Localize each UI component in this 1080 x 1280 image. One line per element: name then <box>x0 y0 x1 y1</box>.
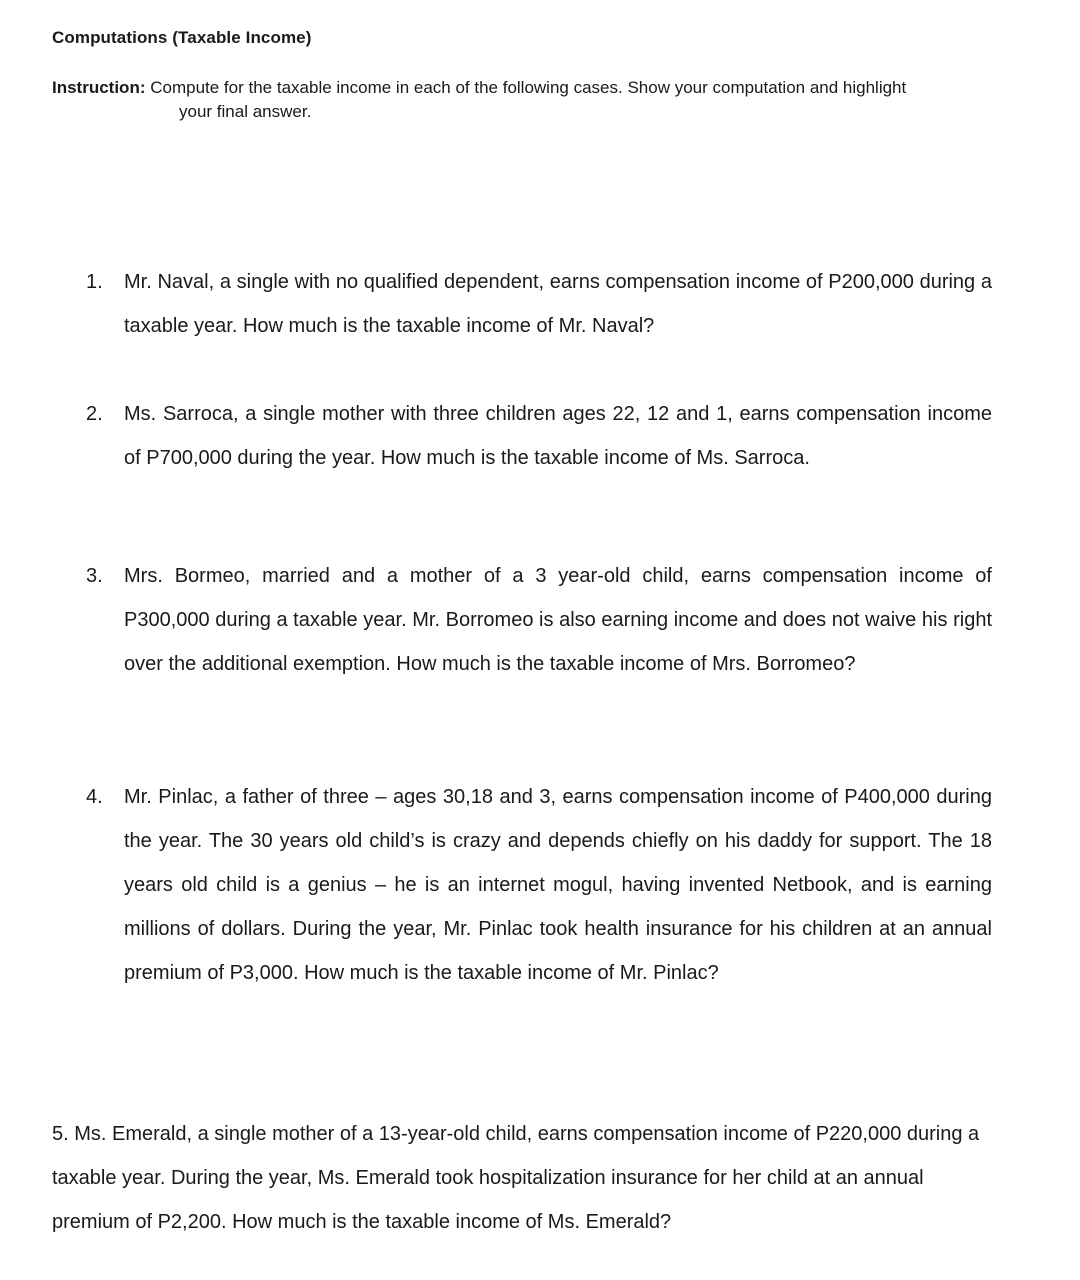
question-text: Mrs. Bormeo, married and a mother of a 3 year-old child, earns compensation income of P300,000 during a taxable year. Mr. Borromeo is also earning income and does not waive his right over the additional exemption. How much is the taxable income of Mrs. Borromeo? <box>124 565 992 675</box>
question-3 <box>86 554 992 686</box>
question-2 <box>86 392 992 480</box>
question-number: 3. <box>86 565 103 587</box>
question-number: 2. <box>86 403 103 425</box>
question-number: 1. <box>86 271 103 293</box>
question-4 <box>86 775 992 995</box>
question-5: 5. Ms. Emerald, a single mother of a 13-year-old child, earns compensation income of P220,000 during a taxable year. During the year, Ms. Emerald took hospitalization insurance for her child at an annual premium of P2,200. How much is the taxable income of Ms. Emerald? <box>52 1123 980 1233</box>
instruction-text-line2: your final answer. <box>179 102 312 121</box>
instruction <box>52 76 1012 124</box>
question-text: Ms. Sarroca, a single mother with three children ages 22, 12 and 1, earns compensation income of P700,000 during the year. How much is the taxable income of Ms. Sarroca. <box>124 403 992 469</box>
question-number: 4. <box>86 786 103 808</box>
question-text: Mr. Naval, a single with no qualified dependent, earns compensation income of P200,000 during a taxable year. How much is the taxable income of Mr. Naval? <box>124 271 992 337</box>
question-text: Mr. Pinlac, a father of three – ages 30,18 and 3, earns compensation income of P400,000 during the year. The 30 years old child’s is crazy and depends chiefly on his daddy for support. The 18 years old child is a genius – he is an internet mogul, having invented Netbook, and is earning millions of dollars. During the year, Mr. Pinlac took health insurance for his children at an annual premium of P3,000. How much is the taxable income of Mr. Pinlac? <box>124 786 992 984</box>
instruction-text-line1: Compute for the taxable income in each of the following cases. Show your computation and highlight <box>150 78 907 97</box>
page-title: Computations (Taxable Income) <box>52 28 312 47</box>
question-1 <box>86 260 992 348</box>
instruction-label: Instruction: <box>52 78 146 97</box>
